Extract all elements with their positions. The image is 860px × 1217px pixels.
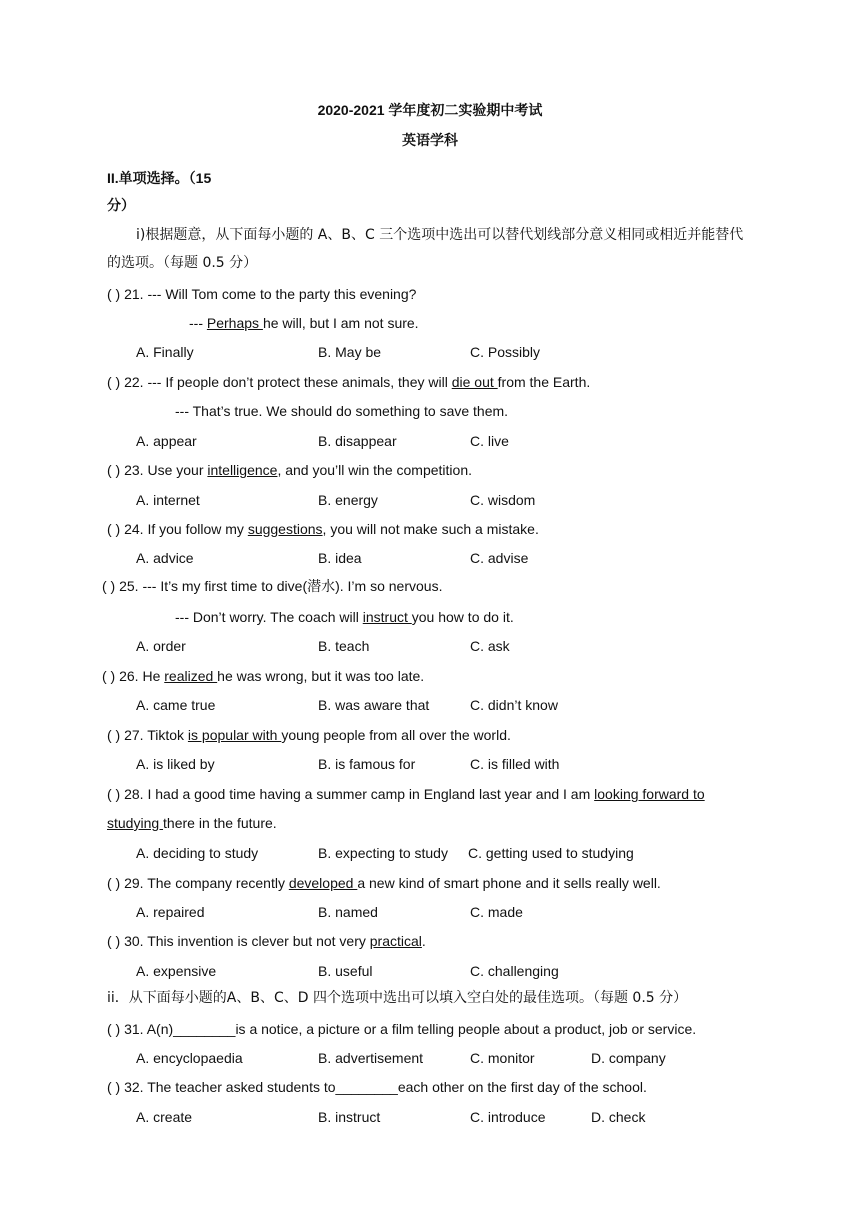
- question-text: 32. The teacher asked students to: [124, 1079, 336, 1095]
- question-text: 21. --- Will Tom come to the party this evening?: [124, 286, 417, 302]
- option-c: C. made: [470, 904, 523, 920]
- option-a: A. advice: [136, 550, 194, 566]
- question-text: 28. I had a good time having a summer camp in England last year and I am: [124, 786, 595, 802]
- question-text: 22. --- If people don’t protect these animals, they will: [124, 374, 452, 390]
- answer-blank: ________: [173, 1021, 236, 1037]
- question-text: , you will not make such a mistake.: [322, 521, 539, 537]
- question-text: there in the future.: [163, 815, 277, 831]
- question-text: 31. A(n): [124, 1021, 174, 1037]
- dialogue-text: --- Don’t worry. The coach will: [175, 609, 363, 625]
- underlined-phrase: looking forward to: [594, 786, 705, 802]
- question-25-line2: [175, 607, 514, 627]
- option-c: C. wisdom: [470, 492, 536, 508]
- underlined-phrase: intelligence: [207, 462, 278, 478]
- part-i-instruction: i)根据题意，从下面每小题的 A、B、C 三个选项中选出可以替代划线部分意义相同或相近并能替代: [136, 227, 744, 243]
- question-text: 26. He: [119, 668, 165, 684]
- option-b: B. teach: [318, 638, 370, 654]
- option-a: A. encyclopaedia: [136, 1050, 243, 1066]
- option-a: A. deciding to study: [136, 845, 259, 861]
- question-22: [107, 372, 590, 392]
- answer-blank: ________: [335, 1079, 398, 1095]
- option-b: B. disappear: [318, 433, 397, 449]
- answer-paren: ( ): [107, 875, 121, 891]
- option-a: A. internet: [136, 492, 200, 508]
- question-text: 29. The company recently: [124, 875, 289, 891]
- part-i-instruction-cont: 的选项。（每题 0.5 分）: [107, 255, 258, 271]
- question-28-line2: [107, 813, 277, 833]
- option-b: B. useful: [318, 963, 373, 979]
- option-c: C. advise: [470, 550, 529, 566]
- option-a: A. create: [136, 1109, 193, 1125]
- underlined-phrase: is popular with: [187, 727, 282, 743]
- question-text: 23. Use your: [124, 462, 208, 478]
- option-c: C. Possibly: [470, 344, 541, 360]
- answer-paren: ( ): [107, 1021, 121, 1037]
- question-text: each other on the first day of the school.: [397, 1079, 647, 1095]
- exam-title: 2020-2021 学年度初二实验期中考试: [317, 102, 543, 118]
- question-text: is a notice, a picture or a film telling people about a product, job or service.: [235, 1021, 697, 1037]
- option-d: D. company: [591, 1050, 666, 1066]
- question-30: [107, 931, 426, 951]
- question-24: [107, 519, 539, 539]
- question-22-line2: --- That’s true. We should do something to save them.: [175, 403, 509, 419]
- answer-paren: ( ): [102, 578, 116, 594]
- question-text: 27. Tiktok: [124, 727, 188, 743]
- answer-paren: ( ): [107, 374, 121, 390]
- option-c: C. ask: [470, 638, 510, 654]
- question-32: [107, 1077, 647, 1097]
- option-a: A. came true: [136, 697, 216, 713]
- question-21-line2: [189, 313, 419, 333]
- option-a: A. repaired: [136, 904, 205, 920]
- question-text: 30. This invention is clever but not very: [124, 933, 370, 949]
- option-c: C. monitor: [470, 1050, 535, 1066]
- option-b: B. named: [318, 904, 378, 920]
- question-text: .: [421, 933, 426, 949]
- underlined-phrase: die out: [451, 374, 498, 390]
- part-ii-instruction: ii．从下面每小题的A、B、C、D 四个选项中选出可以填入空白处的最佳选项。（每题 0.5 分）: [107, 990, 688, 1006]
- question-text: young people from all over the world.: [281, 727, 511, 743]
- section-heading: II.单项选择。（15: [107, 170, 212, 186]
- option-a: A. is liked by: [136, 756, 215, 772]
- answer-paren: ( ): [107, 286, 121, 302]
- option-c: C. challenging: [470, 963, 559, 979]
- option-b: B. idea: [318, 550, 362, 566]
- option-b: B. energy: [318, 492, 378, 508]
- option-a: A. appear: [136, 433, 197, 449]
- underlined-phrase: developed: [288, 875, 358, 891]
- dialogue-text: you how to do it.: [411, 609, 514, 625]
- underlined-phrase: studying: [107, 815, 164, 831]
- question-21: [107, 284, 416, 304]
- question-text: 25. --- It’s my first time to dive(潜水). I’m so nervous.: [119, 578, 443, 594]
- answer-paren: ( ): [107, 933, 121, 949]
- option-b: B. expecting to study: [318, 845, 448, 861]
- answer-paren: ( ): [107, 786, 121, 802]
- option-b: B. is famous for: [318, 756, 416, 772]
- question-23: [107, 460, 472, 480]
- answer-paren: ( ): [107, 727, 121, 743]
- answer-paren: ( ): [107, 521, 121, 537]
- question-29: [107, 873, 661, 893]
- question-text: , and you’ll win the competition.: [277, 462, 472, 478]
- underlined-phrase: practical: [369, 933, 422, 949]
- answer-paren: ( ): [107, 462, 121, 478]
- question-text: 24. If you follow my: [124, 521, 248, 537]
- option-a: A. order: [136, 638, 186, 654]
- option-b: B. advertisement: [318, 1050, 424, 1066]
- option-c: C. didn’t know: [470, 697, 558, 713]
- option-b: B. instruct: [318, 1109, 381, 1125]
- question-27: [107, 725, 511, 745]
- question-text: from the Earth.: [497, 374, 591, 390]
- underlined-phrase: instruct: [362, 609, 412, 625]
- option-a: A. expensive: [136, 963, 217, 979]
- answer-paren: ( ): [102, 668, 116, 684]
- dialogue-text: he will, but I am not sure.: [262, 315, 419, 331]
- question-31: [107, 1019, 696, 1039]
- dialogue-text: ---: [189, 315, 207, 331]
- question-text: a new kind of smart phone and it sells really well.: [357, 875, 661, 891]
- option-c: C. introduce: [470, 1109, 546, 1125]
- answer-paren: ( ): [107, 1079, 121, 1095]
- underlined-phrase: Perhaps: [206, 315, 263, 331]
- section-heading-cont: 分）: [107, 197, 135, 213]
- underlined-phrase: realized: [164, 668, 218, 684]
- option-c: C. getting used to studying: [468, 845, 634, 861]
- question-text: he was wrong, but it was too late.: [217, 668, 425, 684]
- option-b: B. was aware that: [318, 697, 430, 713]
- question-26: [102, 666, 424, 686]
- option-c: C. is filled with: [470, 756, 560, 772]
- option-d: D. check: [591, 1109, 646, 1125]
- exam-subject: 英语学科: [402, 132, 458, 148]
- question-25: [102, 576, 442, 596]
- underlined-phrase: suggestions: [247, 521, 323, 537]
- option-c: C. live: [470, 433, 509, 449]
- option-b: B. May be: [318, 344, 382, 360]
- option-a: A. Finally: [136, 344, 194, 360]
- question-28: [107, 784, 705, 804]
